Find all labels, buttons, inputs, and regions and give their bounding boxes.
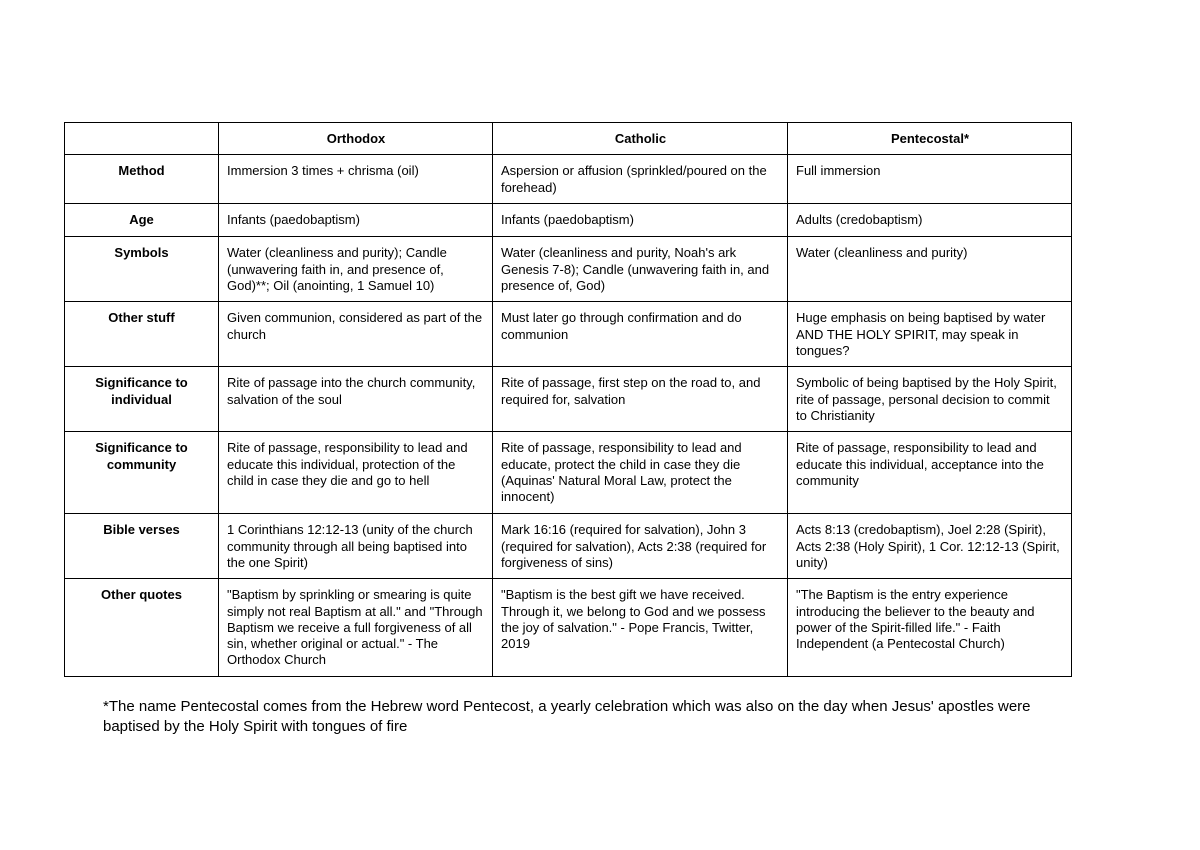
table-cell: Rite of passage into the church community, salvation of the soul xyxy=(219,367,493,432)
table-row-other-stuff xyxy=(65,302,1072,367)
table-cell: Symbolic of being baptised by the Holy Spirit, rite of passage, personal decision to commit to Christianity xyxy=(788,367,1072,432)
table-row-significance-community xyxy=(65,432,1072,514)
table-cell: Acts 8:13 (credobaptism), Joel 2:28 (Spirit), Acts 2:38 (Holy Spirit), 1 Cor. 12:12-13 (Spirit, unity) xyxy=(788,514,1072,579)
table-cell: Mark 16:16 (required for salvation), John 3 (required for salvation), Acts 2:38 (required for forgiveness of sins) xyxy=(493,514,788,579)
row-label: Age xyxy=(65,204,219,237)
table-cell: "Baptism by sprinkling or smearing is quite simply not real Baptism at all." and "Through Baptism we receive a full forgiveness of all sin, whether original or actual." - The Orthodox Church xyxy=(219,579,493,676)
table-row-method xyxy=(65,155,1072,204)
table-cell: Huge emphasis on being baptised by water AND THE HOLY SPIRIT, may speak in tongues? xyxy=(788,302,1072,367)
table-cell: Water (cleanliness and purity, Noah's ark Genesis 7-8); Candle (unwavering faith in, and presence of, God) xyxy=(493,237,788,302)
table-cell: Rite of passage, responsibility to lead and educate this individual, acceptance into the community xyxy=(788,432,1072,514)
table-cell: Aspersion or affusion (sprinkled/poured on the forehead) xyxy=(493,155,788,204)
header-cell-orthodox: Orthodox xyxy=(219,123,493,155)
baptism-comparison-table xyxy=(64,122,1072,677)
table-cell: "The Baptism is the entry experience introducing the believer to the beauty and power of the Spirit-filled life." - Faith Independent (a Pentecostal Church) xyxy=(788,579,1072,676)
row-label: Bible verses xyxy=(65,514,219,579)
header-cell-catholic: Catholic xyxy=(493,123,788,155)
row-label: Significance to community xyxy=(65,432,219,514)
row-label: Other stuff xyxy=(65,302,219,367)
table-cell: Rite of passage, responsibility to lead and educate this individual, protection of the child in case they die and go to hell xyxy=(219,432,493,514)
table-cell: Infants (paedobaptism) xyxy=(493,204,788,237)
table-cell: Rite of passage, responsibility to lead and educate, protect the child in case they die (Aquinas' Natural Moral Law, protect the innocent) xyxy=(493,432,788,514)
header-cell-pentecostal: Pentecostal* xyxy=(788,123,1072,155)
row-label: Other quotes xyxy=(65,579,219,676)
table-cell: Water (cleanliness and purity); Candle (unwavering faith in, and presence of, God)**; Oil (anointing, 1 Samuel 10) xyxy=(219,237,493,302)
table-row-bible-verses xyxy=(65,514,1072,579)
row-label: Significance to individual xyxy=(65,367,219,432)
table-cell: Must later go through confirmation and do communion xyxy=(493,302,788,367)
table-cell: Given communion, considered as part of the church xyxy=(219,302,493,367)
table-row-age xyxy=(65,204,1072,237)
table-cell: Full immersion xyxy=(788,155,1072,204)
table-header-row xyxy=(65,123,1072,155)
table-cell: "Baptism is the best gift we have received. Through it, we belong to God and we possess the joy of salvation." - Pope Francis, Twitter, 2019 xyxy=(493,579,788,676)
table-row-symbols xyxy=(65,237,1072,302)
table-cell: Rite of passage, first step on the road to, and required for, salvation xyxy=(493,367,788,432)
footnote: *The name Pentecostal comes from the Hebrew word Pentecost, a yearly celebration which was also on the day when Jesus' apostles were baptised by the Holy Spirit with tongues of fire xyxy=(103,698,1031,735)
table-row-significance-individual xyxy=(65,367,1072,432)
table-cell: Immersion 3 times + chrisma (oil) xyxy=(219,155,493,204)
table-cell: 1 Corinthians 12:12-13 (unity of the church community through all being baptised into the one Spirit) xyxy=(219,514,493,579)
header-cell-empty xyxy=(65,123,219,155)
row-label: Symbols xyxy=(65,237,219,302)
row-label: Method xyxy=(65,155,219,204)
table-cell: Water (cleanliness and purity) xyxy=(788,237,1072,302)
table-row-other-quotes xyxy=(65,579,1072,676)
table-cell: Adults (credobaptism) xyxy=(788,204,1072,237)
table-cell: Infants (paedobaptism) xyxy=(219,204,493,237)
